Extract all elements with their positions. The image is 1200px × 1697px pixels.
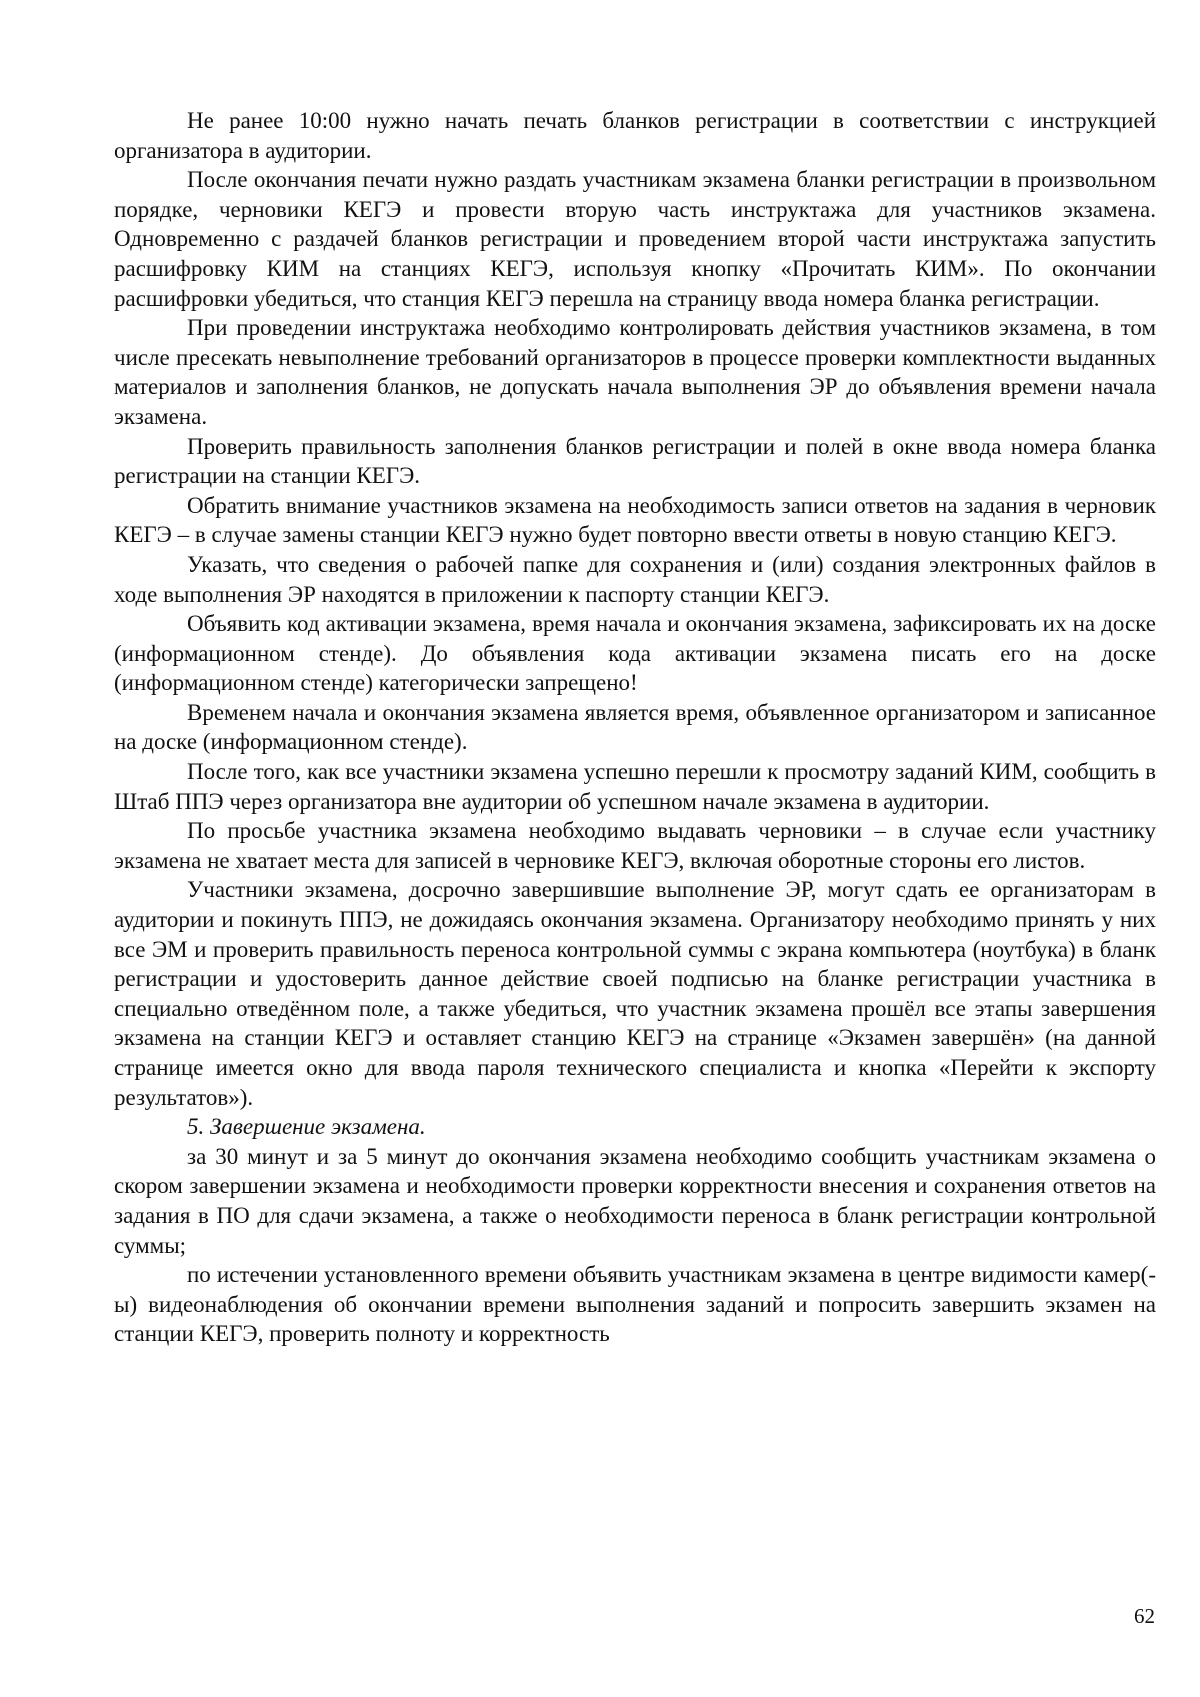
paragraph-working-folder: Указать, что сведения о рабочей папке для сохранения и (или) создания электронных файлов в ходе выполнения ЭР находятся в приложении к паспорту станции КЕГЭ.: [114, 551, 1156, 607]
paragraph-activation-code: Объявить код активации экзамена, время начала и окончания экзамена, зафиксировать их на доске (информационном стенде). До объявления кода активации экзамена писать его на доске (информационном стенде) категорически запрещено!: [114, 611, 1156, 696]
paragraph-check-forms: Проверить правильность заполнения бланков регистрации и полей в окне ввода номера бланка регистрации на станции КЕГЭ.: [114, 433, 1156, 489]
paragraph-print-registration: Не ранее 10:00 нужно начать печать бланков регистрации в соответствии с инструкцией организатора в аудитории.: [114, 108, 1156, 163]
page-number: 62: [1134, 1604, 1155, 1628]
paragraph-draft-answers: Обратить внимание участников экзамена на необходимость записи ответов на задания в черновик КЕГЭ – в случае замены станции КЕГЭ нужно будет повторно ввести ответы в новую станцию КЕГЭ.: [114, 492, 1156, 548]
paragraph-extra-drafts: По просьбе участника экзамена необходимо выдавать черновики – в случае если участнику экзамена не хватает места для записей в черновике КЕГЭ, включая оборотные стороны его листов.: [114, 818, 1156, 873]
paragraph-distribute-forms: После окончания печати нужно раздать участникам экзамена бланки регистрации в произвольном порядке, черновики КЕГЭ и провести вторую часть инструктажа для участников экзамена. Одновременно с раздачей бланков регистрации и проведением второй части инструктажа запустить расшифровку КИМ на станциях КЕГЭ, используя кнопку «Прочитать КИМ». По окончании расшифровки убедиться, что станция КЕГЭ перешла на страницу ввода номера бланка регистрации.: [114, 167, 1156, 311]
document-body: [114, 106, 1156, 1349]
paragraph-time-warning: за 30 минут и за 5 минут до окончания экзамена необходимо сообщить участникам экзамена о скором завершении экзамена и необходимости проверки корректности внесения и сохранения ответов на задания в ПО для сдачи экзамена, а также о необходимости переноса в бланк регистрации контрольной суммы;: [114, 1143, 1156, 1258]
paragraph-exam-time: Временем начала и окончания экзамена является время, объявленное организатором и записанное на доске (информационном стенде).: [114, 699, 1156, 755]
section-heading-exam-completion: 5. Завершение экзамена.: [187, 1114, 426, 1140]
paragraph-end-of-time: по истечении установленного времени объявить участникам экзамена в центре видимости камер(-ы) видеонаблюдения об окончании времени выполнения заданий и попросить завершить экзамен на станции КЕГЭ, проверить полноту и корректность: [114, 1262, 1156, 1347]
paragraph-report-start: После того, как все участники экзамена успешно перешли к просмотру заданий КИМ, сообщить в Штаб ППЭ через организатора вне аудитории об успешном начале экзамена в аудитории.: [114, 759, 1156, 814]
paragraph-early-finish: Участники экзамена, досрочно завершившие выполнение ЭР, могут сдать ее организаторам в аудитории и покинуть ППЭ, не дожидаясь окончания экзамена. Организатору необходимо принять у них все ЭМ и проверить правильность переноса контрольной суммы с экрана компьютера (ноутбука) в бланк регистрации и удостоверить данное действие своей подписью на бланке регистрации участника в специально отведённом поле, а также убедиться, что участник экзамена прошёл все этапы завершения экзамена на станции КЕГЭ и оставляет станцию КЕГЭ на странице «Экзамен завершён» (на данной странице имеется окно для ввода пароля технического специалиста и кнопка «Перейти к экспорту результатов»).: [114, 877, 1156, 1110]
paragraph-control-participants: При проведении инструктажа необходимо контролировать действия участников экзамена, в том числе пресекать невыполнение требований организаторов в процессе проверки комплектности выданных материалов и заполнения бланков, не допускать начала выполнения ЭР до объявления времени начала экзамена.: [114, 315, 1156, 429]
